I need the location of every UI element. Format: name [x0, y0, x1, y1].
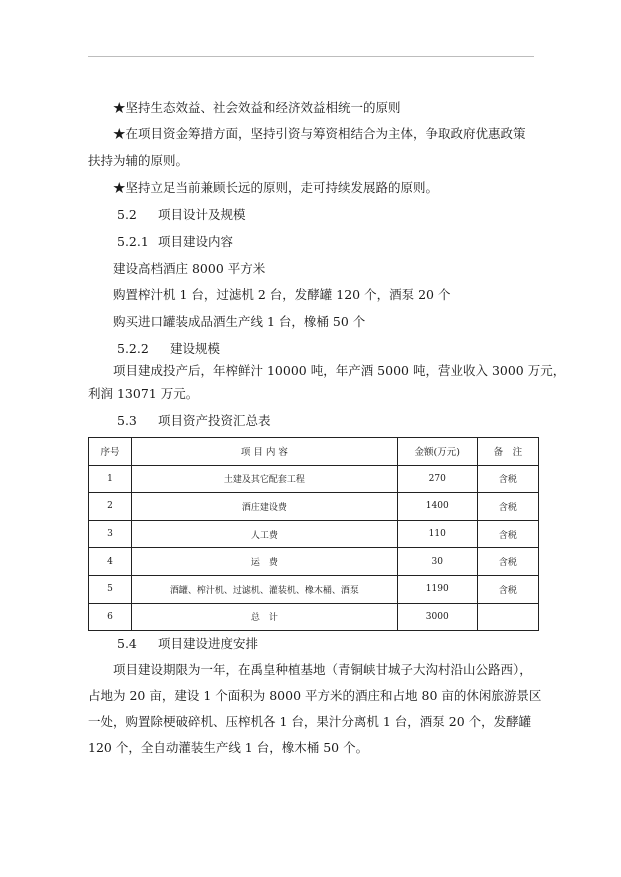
cell-index: 2: [89, 493, 132, 521]
section-5-4-number: 5.4: [117, 636, 137, 651]
cell-remark: [477, 603, 538, 631]
principle-1: ★坚持生态效益、社会效益和经济效益相统一的原则: [113, 100, 401, 115]
cell-amount: 1400: [397, 493, 477, 521]
cell-remark: 含税: [477, 548, 538, 576]
cell-index: 1: [89, 465, 132, 493]
cell-remark: 含税: [477, 493, 538, 521]
cell-item: 酒庄建设费: [132, 493, 398, 521]
cell-item: 土建及其它配套工程: [132, 465, 398, 493]
table-row: [89, 520, 539, 548]
content-line-3: 购买进口罐装成品酒生产线 1 台，橡桶 50 个: [113, 314, 366, 329]
cell-amount: 1190: [397, 575, 477, 603]
section-5-2-1-title: 项目建设内容: [158, 234, 234, 249]
principle-3: ★坚持立足当前兼顾长远的原则，走可持续发展路的原则。: [113, 180, 439, 195]
schedule-line-1: 项目建设期限为一年，在禹皇种植基地（青铜峡甘城子大沟村沿山公路西），: [113, 662, 532, 677]
section-5-2-title: 项目设计及规模: [158, 207, 246, 222]
cell-item: 人工费: [132, 520, 398, 548]
investment-table: [88, 437, 539, 631]
table-row: [89, 548, 539, 576]
cell-amount: 30: [397, 548, 477, 576]
header-amount: 金额(万元): [397, 438, 477, 466]
cell-amount: 110: [397, 520, 477, 548]
content-line-1: 建设高档酒庄 8000 平方米: [113, 261, 266, 276]
header-remark: 备 注: [477, 438, 538, 466]
principle-2: ★在项目资金筹措方面，坚持引资与筹资相结合为主体，争取政府优惠政策: [113, 126, 526, 141]
cell-index: 6: [89, 603, 132, 631]
cell-item: 总 计: [132, 603, 398, 631]
cell-remark: 含税: [477, 575, 538, 603]
cell-item: 酒罐、榨汁机、过滤机、灌装机、橡木桶、酒泵: [132, 575, 398, 603]
section-5-2-2-number: 5.2.2: [117, 341, 149, 356]
table-row: [89, 465, 539, 493]
table-header-row: [89, 438, 539, 466]
section-5-2-2-title: 建设规模: [170, 341, 221, 356]
scale-line-1: 项目建成投产后，年榨鲜汁 10000 吨，年产酒 5000 吨，营业收入 3000 万元，: [113, 363, 566, 378]
cell-remark: 含税: [477, 465, 538, 493]
section-5-2-1-number: 5.2.1: [117, 234, 149, 249]
section-5-3-number: 5.3: [117, 413, 137, 428]
section-5-4-title: 项目建设进度安排: [158, 636, 259, 651]
cell-amount: 3000: [397, 603, 477, 631]
table-row: [89, 493, 539, 521]
header-rule: [88, 56, 534, 57]
header-item: 项 目 内 容: [132, 438, 398, 466]
section-5-2-number: 5.2: [117, 207, 137, 222]
section-5-3-title: 项目资产投资汇总表: [158, 413, 271, 428]
content-line-2: 购置榨汁机 1 台，过滤机 2 台，发酵罐 120 个，酒泵 20 个: [113, 287, 451, 302]
cell-item: 运 费: [132, 548, 398, 576]
schedule-line-3: 一处，购置除梗破碎机、压榨机各 1 台，果汁分离机 1 台，酒泵 20 个，发酵罐: [88, 714, 532, 729]
schedule-line-4: 120 个，全自动灌装生产线 1 台，橡木桶 50 个。: [88, 740, 369, 755]
cell-index: 4: [89, 548, 132, 576]
table-row-total: [89, 603, 539, 631]
cell-remark: 含税: [477, 520, 538, 548]
table-row: [89, 575, 539, 603]
header-index: 序号: [89, 438, 132, 466]
cell-index: 5: [89, 575, 132, 603]
principle-2-cont: 扶持为辅的原则。: [88, 153, 189, 168]
scale-line-2: 利润 13071 万元。: [88, 386, 199, 401]
cell-index: 3: [89, 520, 132, 548]
schedule-line-2: 占地为 20 亩，建设 1 个面积为 8000 平方米的酒庄和占地 80 亩的休闲旅游景区: [88, 688, 542, 703]
cell-amount: 270: [397, 465, 477, 493]
